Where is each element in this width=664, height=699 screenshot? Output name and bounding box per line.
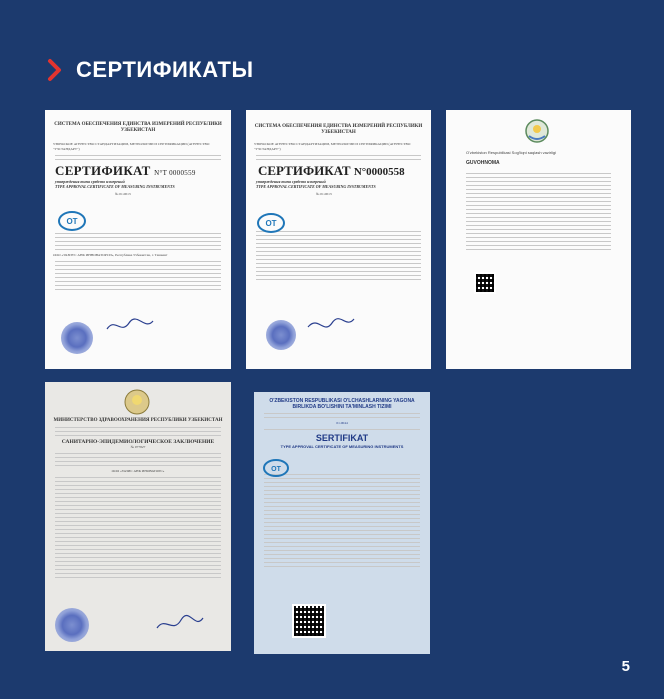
svg-text:OT: OT	[265, 219, 277, 228]
doc3-label: GUVOHNOMA	[466, 160, 500, 166]
chevron-right-icon	[46, 56, 66, 84]
signature	[306, 315, 356, 335]
doc4-number: № 077827	[130, 445, 146, 449]
doc4-title: САНИТАРНО-ЭПИДЕМИОЛОГИЧЕСКОЕ ЗАКЛЮЧЕНИЕ	[61, 439, 215, 445]
svg-text:OT: OT	[66, 217, 78, 226]
doc5-subtitle: TYPE APPROVAL CERTIFICATE OF MEASURING INSTRUMENTS	[280, 444, 404, 449]
doc2-agency: УЗБЕКСКОЕ АГЕНТСТВО СТАНДАРТИЗАЦИИ, МЕТРОЛОГИИ И СЕРТИФИКАЦИИ (АГЕНТСТВО "УЗСТАНДАРТ")	[254, 142, 411, 151]
qr-code	[292, 604, 326, 638]
doc5-number: 01.0044	[336, 421, 348, 425]
signature	[105, 315, 155, 335]
doc4-ministry: МИНИСТЕРСТВО ЗДРАВООХРАНЕНИЯ РЕСПУБЛИКИ УЗБЕКИСТАН	[53, 418, 223, 423]
ot-logo	[262, 458, 290, 478]
certificate-image-5	[254, 392, 430, 654]
page-number: 5	[621, 658, 630, 675]
doc1-org: ООО «УАЗИУС АНК ИННОВАТОРСИ», Республика Узбекистан, г. Ташкент	[53, 253, 168, 257]
doc2-subtitle: утверждения типа средств измерений	[256, 179, 326, 184]
section-header	[46, 56, 253, 84]
stamp	[55, 608, 89, 642]
doc5-title: SERTIFIKAT	[315, 433, 369, 443]
doc1-agency: УЗБЕКСКОЕ АГЕНТСТВО СТАНДАРТИЗАЦИИ, МЕТРОЛОГИИ И СЕРТИФИКАЦИИ (АГЕНТСТВО "УЗСТАНДАРТ")	[53, 142, 210, 151]
doc2-subtitle-en: TYPE APPROVAL CERTIFICATE OF MEASURING INSTRUMENTS	[256, 184, 376, 189]
stamp	[61, 322, 93, 354]
emblem-icon	[524, 118, 550, 144]
doc2-heading: СИСТЕМА ОБЕСПЕЧЕНИЯ ЕДИНСТВА ИЗМЕРЕНИЙ РЕСПУБЛИКИ УЗБЕКИСТАН	[254, 124, 423, 135]
doc1-subtitle-en: TYPE APPROVAL CERTIFICATE OF MEASURING INSTRUMENTS	[55, 184, 175, 189]
doc2-title: СЕРТИФИКАТ N°0000558	[258, 163, 405, 178]
doc1-reg: № 01.0013	[115, 192, 131, 196]
doc5-heading: O'ZBEKISTON RESPUBLIKASI O'LCHASHLARNING YAGONA BIRLIKDA BO'LISHINI TA'MINLASH TIZIMI	[269, 398, 415, 410]
doc2-reg: № 01.0013	[316, 192, 332, 196]
certificate-image-2	[246, 110, 431, 369]
page-title: СЕРТИФИКАТЫ	[76, 57, 254, 82]
certificate-image-3	[446, 110, 631, 369]
stamp	[266, 320, 296, 350]
ot-logo	[256, 212, 286, 234]
doc1-title: СЕРТИФИКАТ N°T 0000559	[55, 163, 196, 178]
emblem-icon	[123, 388, 151, 416]
ot-logo	[57, 210, 87, 232]
signature	[155, 614, 205, 634]
doc3-intro: O'zbekiston Respublikasi Sog'liqni saqlash vazirligi	[466, 150, 557, 155]
qr-code	[474, 272, 496, 294]
certificate-image-1	[45, 110, 231, 369]
doc1-heading: СИСТЕМА ОБЕСПЕЧЕНИЯ ЕДИНСТВА ИЗМЕРЕНИЙ РЕСПУБЛИКИ УЗБЕКИСТАН	[54, 122, 222, 133]
certificate-image-4	[45, 382, 231, 651]
doc4-org: ООО «УАЗИС АНК ИНОВАТОРС»	[111, 469, 165, 473]
doc1-subtitle: утверждения типа средств измерений	[55, 179, 125, 184]
svg-text:OT: OT	[271, 466, 281, 473]
